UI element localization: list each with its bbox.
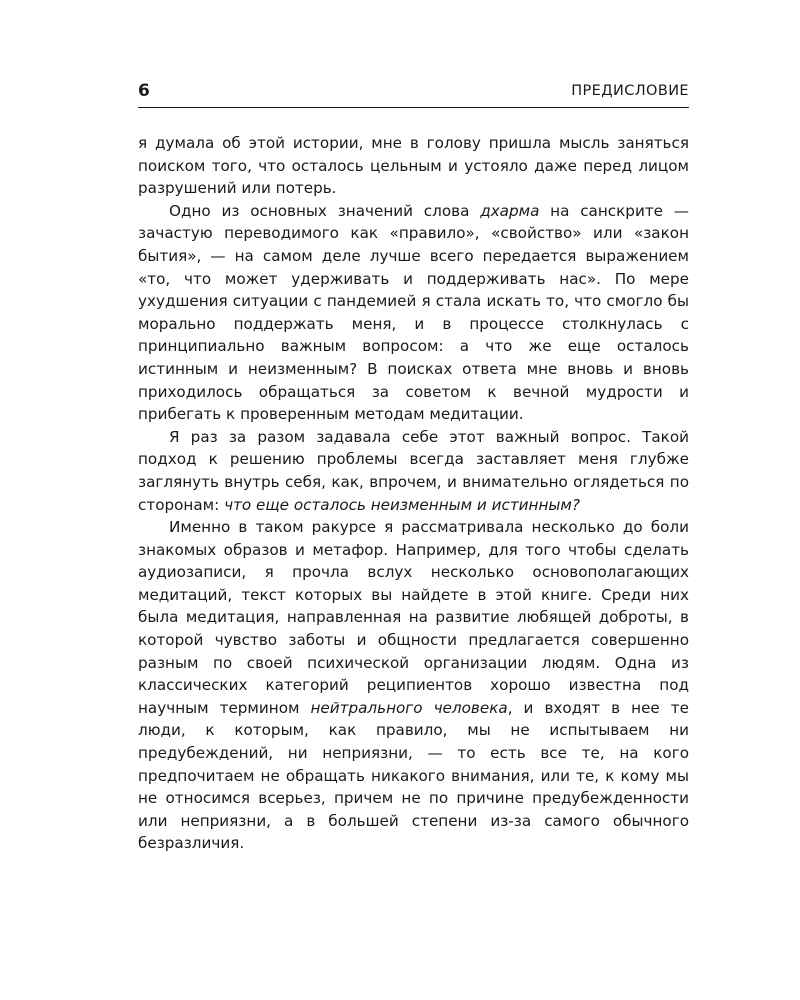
italic-text: что еще осталось неизменным и истинным? — [224, 495, 580, 514]
text-run: Я раз за разом задавала себе этот важный вопрос. Такой подход к решению проблемы всегда заставляет меня глубже заглянуть внутрь себя, как, впрочем, и внимательно оглядеться по сторонам: — [138, 427, 689, 514]
page-number: 6 — [138, 81, 150, 101]
section-title: ПРЕДИСЛОВИЕ — [571, 83, 689, 99]
paragraph-3 — [138, 426, 689, 516]
italic-text: нейтрального человека — [310, 698, 508, 717]
paragraph-1: я думала об этой истории, мне в голову пришла мысль заняться поиском того, что осталось цельным и устояло даже перед лицом разрушений или потерь. — [138, 134, 689, 198]
header-rule — [138, 107, 689, 108]
text-run: на санскрите — зачастую переводимого как «правило», «свойство» или «закон бытия», — на самом деле лучше всего передается выражением «то, что может удерживать и поддерживать нас». По мере ухудшения ситуации с пандемией я стала искать то, что смогло бы морально поддержать меня, и в процессе столкнулась с принципиально важным вопросом: а что же еще осталось истинным и неизменным? В поисках ответа мне вновь и вновь приходилось обращаться за советом к вечной мудрости и прибегать к проверенным методам медитации. — [138, 201, 689, 424]
text-run: , и входят в нее те люди, к которым, как правило, мы не испытываем ни предубеждений, ни неприязни, — то есть все те, на кого предпочитаем не обращать никакого внимания, или те, к кому мы не относимся всерьез, причем не по причине предубежденности или неприязни, а в большей степени из-за самого обычного безразличия. — [138, 698, 689, 853]
text-run: Одно из основных значений слова — [169, 201, 481, 220]
running-head — [138, 80, 689, 102]
text-run: Именно в таком ракурсе я рассматривала несколько до боли знакомых образов и метафор. Например, для того чтобы сделать аудиозаписи, я прочла вслух несколько основополагающих медитаций, текст которых вы найдете в этой книге. Среди них была медитация, направленная на развитие любящей доброты, в которой чувство заботы и общности предлагается совершенно разным по своей психической организации людям. Одна из классических категорий реципиентов хорошо известна под научным термином — [138, 518, 689, 717]
italic-text: дхарма — [480, 201, 540, 220]
paragraph-2 — [138, 200, 689, 426]
paragraph-4 — [138, 516, 689, 855]
body-text — [138, 132, 689, 855]
